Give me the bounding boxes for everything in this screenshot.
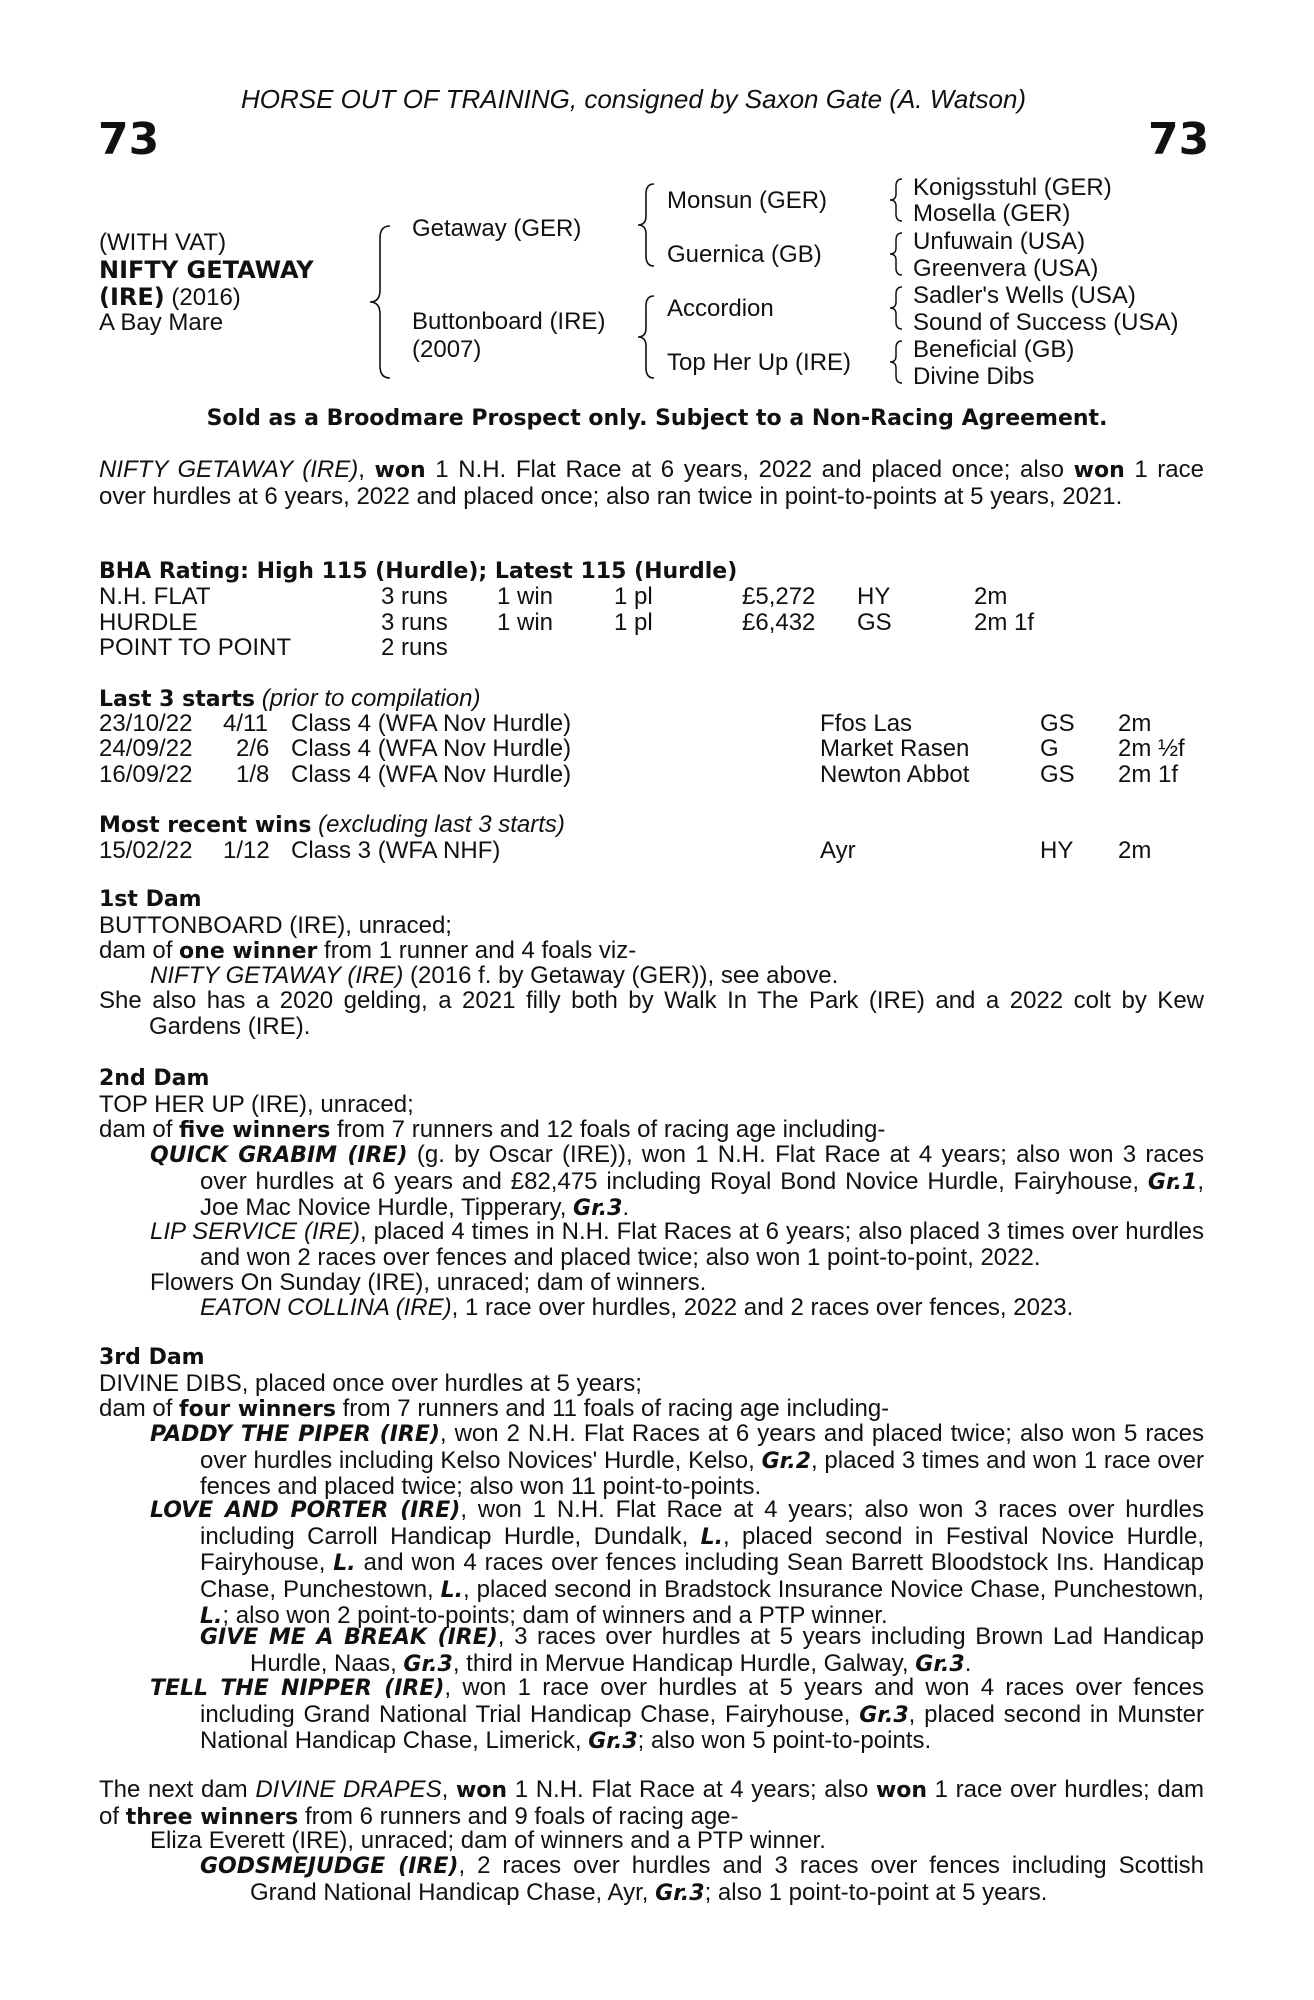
rating-placed: 1 pl xyxy=(614,583,653,610)
horse-name: NIFTY GETAWAY xyxy=(99,256,314,284)
last-starts-heading xyxy=(99,686,480,713)
rating-prize: £6,432 xyxy=(742,609,816,636)
listed-badge: L. xyxy=(333,1551,356,1577)
start-course: Newton Abbot xyxy=(820,761,970,788)
progeny-text: , placed second in Munster National Handicap Chase, Limerick, xyxy=(200,1700,1205,1755)
start-race: Class 4 (WFA Nov Hurdle) xyxy=(291,735,572,762)
lot-number-left: 73 xyxy=(98,114,160,165)
rating-going: HY xyxy=(857,583,891,610)
win-date: 15/02/22 xyxy=(99,837,193,864)
win-course: Ayr xyxy=(820,837,856,864)
next-dam-name: DIVINE DRAPES xyxy=(255,1776,442,1803)
dam2-progeny-2 xyxy=(150,1219,1204,1270)
next-dam-progeny-1: Eliza Everett (IRE), unraced; dam of winners and a PTP winner. xyxy=(150,1827,826,1854)
start-distance: 2m 1f xyxy=(1118,761,1179,788)
win-race: Class 3 (WFA NHF) xyxy=(291,837,501,864)
progeny-text: (g. by Oscar (IRE)), won 1 N.H. Flat Race at 4 years; also won 3 races over hurdles at 6 years and £82,475 including Royal Bond Novice Hurdle, Fairyhouse, xyxy=(200,1141,1205,1195)
pedigree-ggp-7: Beneficial (GB) xyxy=(913,336,1075,363)
progeny-text: , placed second in Bradstock Insurance Novice Chase, Punchestown, xyxy=(463,1575,1205,1603)
start-course: Ffos Las xyxy=(820,710,913,737)
dam1-heading: 1st Dam xyxy=(99,887,202,912)
dam1-progeny-name: NIFTY GETAWAY (IRE) xyxy=(150,962,404,989)
progeny-text: ; also won 5 point-to-points. xyxy=(637,1727,932,1755)
dam1-produce-a: dam of xyxy=(99,937,180,964)
start-distance: 2m xyxy=(1118,710,1152,737)
pedigree-brace-sire xyxy=(634,180,658,270)
progeny-name: EATON COLLINA (IRE) xyxy=(200,1294,452,1321)
vat-label: (WITH VAT) xyxy=(99,229,227,256)
horse-year: (2016) xyxy=(171,284,241,311)
pedigree-dam-year: (2007) xyxy=(412,336,482,363)
rating-runs: 2 runs xyxy=(381,634,448,661)
rating-wins: 1 win xyxy=(497,583,554,610)
recent-wins-title: Most recent wins xyxy=(99,813,312,838)
rating-type: POINT TO POINT xyxy=(99,634,292,661)
pedigree-ggp-6: Sound of Success (USA) xyxy=(913,309,1179,336)
rating-distance: 2m 1f xyxy=(974,609,1035,636)
pedigree-dam: Buttonboard (IRE) xyxy=(412,308,606,335)
dam3-progeny-2 xyxy=(150,1497,1204,1630)
progeny-name: GODSMEJUDGE (IRE) xyxy=(200,1854,459,1879)
win-distance: 2m xyxy=(1118,837,1152,864)
progeny-text: , 2 races over hurdles and 3 races over fences including Scottish Grand National Handicap Chase, Ayr, xyxy=(250,1852,1204,1906)
non-racing-notice: Sold as a Broodmare Prospect only. Subject to a Non-Racing Agreement. xyxy=(206,406,1108,431)
start-position: 2/6 xyxy=(236,735,270,762)
dam2-produce-winners: five winners xyxy=(179,1118,331,1143)
dam1-produce-line xyxy=(99,938,636,965)
grade-badge: Gr.3 xyxy=(655,1880,705,1906)
rating-type: N.H. FLAT xyxy=(99,583,211,610)
start-date: 16/09/22 xyxy=(99,761,193,788)
win-position: 1/12 xyxy=(223,837,270,864)
progeny-name: QUICK GRABIM (IRE) xyxy=(150,1143,408,1168)
dam1-progeny xyxy=(150,963,838,989)
progeny-text: . xyxy=(622,1194,630,1222)
grade-badge: Gr.3 xyxy=(859,1702,909,1728)
rating-type: HURDLE xyxy=(99,609,198,636)
pedigree-dam-sire: Accordion xyxy=(667,295,774,322)
pedigree-sire: Getaway (GER) xyxy=(412,215,582,242)
next-dam-text: 1 N.H. Flat Race at 4 years; also xyxy=(507,1776,876,1803)
pedigree-ggp-5: Sadler's Wells (USA) xyxy=(913,282,1136,309)
pedigree-ggp-4: Greenvera (USA) xyxy=(913,255,1099,282)
dam3-heading: 3rd Dam xyxy=(99,1345,205,1370)
summary-won-1: won xyxy=(374,458,426,483)
pedigree-sire-sire: Monsun (GER) xyxy=(667,187,828,214)
dam1-produce-c: from 1 runner and 4 foals viz- xyxy=(317,937,637,964)
dam3-progeny-3 xyxy=(200,1624,1204,1677)
rating-runs: 3 runs xyxy=(381,583,448,610)
start-race: Class 4 (WFA Nov Hurdle) xyxy=(291,761,572,788)
next-dam-won: won xyxy=(455,1778,508,1803)
summary-text-2: 1 race over hurdles at 6 years, 2022 and placed once; also ran twice in point-to-points at 5 years, 2021. xyxy=(99,456,1204,510)
rating-prize: £5,272 xyxy=(742,583,816,610)
dam1-other-foals: She also has a 2020 gelding, a 2021 filly both by Walk In The Park (IRE) and a 2022 colt by Kew Gardens (IRE). xyxy=(99,987,1204,1040)
dam2-produce-c: from 7 runners and 12 foals of racing age including- xyxy=(330,1116,886,1143)
next-dam-progeny-2 xyxy=(200,1853,1204,1906)
win-going: HY xyxy=(1040,837,1074,864)
dam1-name-line: BUTTONBOARD (IRE), unraced; xyxy=(99,912,452,939)
progeny-name: LOVE AND PORTER (IRE) xyxy=(150,1498,461,1523)
pedigree-brace-dam xyxy=(634,292,658,382)
horse-description: A Bay Mare xyxy=(99,309,224,336)
progeny-text: , won 1 N.H. Flat Race at 4 years; also won 3 races over hurdles including Carroll Handicap Hurdle, Dundalk, xyxy=(200,1496,1205,1550)
next-dam-text: , xyxy=(441,1776,456,1803)
dam3-produce-c: from 7 runners and 11 foals of racing age including- xyxy=(335,1395,890,1422)
pedigree-ggp-1: Konigsstuhl (GER) xyxy=(913,174,1112,201)
start-going: G xyxy=(1040,735,1059,762)
pedigree-brace-g2 xyxy=(886,230,906,278)
horse-country-year xyxy=(99,284,241,311)
rating-placed: 1 pl xyxy=(614,609,653,636)
pedigree-brace-main xyxy=(366,222,396,382)
dam3-produce-line xyxy=(99,1396,889,1423)
start-going: GS xyxy=(1040,761,1075,788)
pedigree-ggp-8: Divine Dibs xyxy=(913,363,1035,390)
rating-runs: 3 runs xyxy=(381,609,448,636)
last-starts-note: (prior to compilation) xyxy=(255,685,481,712)
listed-badge: L. xyxy=(440,1577,464,1603)
progeny-text: , placed 3 times and won 1 race over fences and placed twice; also won 11 point-to-points. xyxy=(200,1446,1205,1501)
progeny-text: . xyxy=(964,1649,972,1677)
summary-won-2: won xyxy=(1073,458,1125,483)
pedigree-ggp-2: Mosella (GER) xyxy=(913,200,1071,227)
progeny-name: PADDY THE PIPER (IRE) xyxy=(150,1422,440,1447)
dam1-progeny-text: (2016 f. by Getaway (GER)), see above. xyxy=(403,962,839,989)
dam3-produce-winners: four winners xyxy=(179,1397,336,1422)
start-position: 1/8 xyxy=(236,761,270,788)
grade-badge: Gr.1 xyxy=(1147,1169,1198,1195)
dam2-progeny-1 xyxy=(150,1142,1204,1222)
summary-horse-name: NIFTY GETAWAY (IRE) xyxy=(99,456,359,483)
next-dam-paragraph xyxy=(99,1777,1204,1830)
start-date: 23/10/22 xyxy=(99,710,193,737)
next-dam-text: from 6 runners and 9 foals of racing age- xyxy=(298,1802,739,1830)
next-dam-won: won xyxy=(875,1778,928,1803)
listed-badge: L. xyxy=(200,1604,223,1630)
grade-badge: Gr.2 xyxy=(761,1448,811,1474)
recent-wins-note: (excluding last 3 starts) xyxy=(311,811,565,838)
recent-wins-heading xyxy=(99,812,565,839)
progeny-name: GIVE ME A BREAK (IRE) xyxy=(200,1625,498,1650)
dam3-progeny-4 xyxy=(150,1675,1204,1755)
progeny-name: LIP SERVICE (IRE) xyxy=(150,1218,361,1245)
pedigree-brace-g1 xyxy=(886,176,906,224)
dam3-progeny-1 xyxy=(150,1421,1204,1500)
progeny-name: TELL THE NIPPER (IRE) xyxy=(150,1676,445,1701)
next-dam-winners: three winners xyxy=(125,1804,299,1830)
pedigree-brace-g3 xyxy=(886,284,906,332)
lot-number-right: 73 xyxy=(1148,114,1210,165)
progeny-text: , placed second in Festival Novice Hurdle, Fairyhouse, xyxy=(200,1522,1204,1577)
grade-badge: Gr.3 xyxy=(915,1651,965,1677)
progeny-text: , placed 4 times in N.H. Flat Races at 6 years; also placed 3 times over hurdles and won 2 races over fences and placed twice; also won 1 point-to-point, 2022. xyxy=(200,1218,1204,1271)
progeny-text: , 3 races over hurdles at 5 years including Brown Lad Handicap Hurdle, Naas, xyxy=(250,1623,1204,1677)
progeny-text: , won 1 race over hurdles at 5 years and won 4 races over fences including Grand National Trial Handicap Chase, Fairyhouse, xyxy=(200,1674,1204,1728)
consignment-header: HORSE OUT OF TRAINING, consigned by Saxon Gate (A. Watson) xyxy=(241,84,1027,114)
horse-country: (IRE) xyxy=(99,283,165,311)
rating-going: GS xyxy=(857,609,892,636)
pedigree-ggp-3: Unfuwain (USA) xyxy=(913,228,1086,255)
next-dam-text: 1 race over hurdles; dam of xyxy=(99,1776,1205,1830)
dam3-produce-a: dam of xyxy=(99,1395,180,1422)
progeny-text: , Joe Mac Novice Hurdle, Tipperary, xyxy=(200,1167,1204,1222)
last-starts-title: Last 3 starts xyxy=(99,687,256,712)
grade-badge: Gr.3 xyxy=(588,1729,638,1755)
progeny-text: , third in Mervue Handicap Hurdle, Galway, xyxy=(452,1649,916,1677)
progeny-text: and won 4 races over fences including Sean Barrett Bloodstock Ins. Handicap Chase, Punchestown, xyxy=(200,1549,1205,1603)
progeny-text: ; also 1 point-to-point at 5 years. xyxy=(704,1878,1048,1906)
summary-text-1: 1 N.H. Flat Race at 6 years, 2022 and placed once; also xyxy=(425,456,1074,483)
dam3-name-line: DIVINE DIBS, placed once over hurdles at 5 years; xyxy=(99,1370,642,1397)
start-position: 4/11 xyxy=(223,710,268,737)
pedigree-brace-g4 xyxy=(886,338,906,386)
rating-wins: 1 win xyxy=(497,609,554,636)
start-going: GS xyxy=(1040,710,1075,737)
pedigree-sire-dam: Guernica (GB) xyxy=(667,241,822,268)
dam1-produce-winners: one winner xyxy=(179,939,318,964)
race-summary: NIFTY GETAWAY (IRE), won 1 N.H. Flat Race at 6 years, 2022 and placed once; also won 1 race over hurdles at 6 years, 2022 and placed once; also ran twice in point-to-points at 5 years, 2021. xyxy=(99,456,1204,510)
progeny-text: ; also won 2 point-to-points; dam of winners and a PTP winner. xyxy=(222,1602,888,1630)
start-course: Market Rasen xyxy=(820,735,970,762)
progeny-text: , 1 race over hurdles, 2022 and 2 races over fences, 2023. xyxy=(451,1294,1074,1321)
listed-badge: L. xyxy=(700,1524,724,1550)
dam2-produce-a: dam of xyxy=(99,1116,180,1143)
bha-rating-heading: BHA Rating: High 115 (Hurdle); Latest 115 (Hurdle) xyxy=(99,559,738,584)
dam2-name-line: TOP HER UP (IRE), unraced; xyxy=(99,1091,414,1118)
dam2-progeny-4 xyxy=(200,1295,1073,1321)
pedigree-dam-dam: Top Her Up (IRE) xyxy=(667,349,852,376)
start-date: 24/09/22 xyxy=(99,735,193,762)
dam2-progeny-3: Flowers On Sunday (IRE), unraced; dam of winners. xyxy=(150,1269,707,1296)
grade-badge: Gr.3 xyxy=(573,1196,623,1222)
rating-distance: 2m xyxy=(974,583,1008,610)
progeny-text: , won 2 N.H. Flat Races at 6 years and placed twice; also won 5 races over hurdles including Kelso Novices' Hurdle, Kelso, xyxy=(200,1420,1204,1474)
dam2-produce-line xyxy=(99,1117,885,1144)
start-race: Class 4 (WFA Nov Hurdle) xyxy=(291,710,572,737)
start-distance: 2m ½f xyxy=(1118,735,1185,762)
next-dam-text: The next dam xyxy=(99,1776,256,1803)
dam2-heading: 2nd Dam xyxy=(99,1066,210,1091)
grade-badge: Gr.3 xyxy=(403,1651,453,1677)
